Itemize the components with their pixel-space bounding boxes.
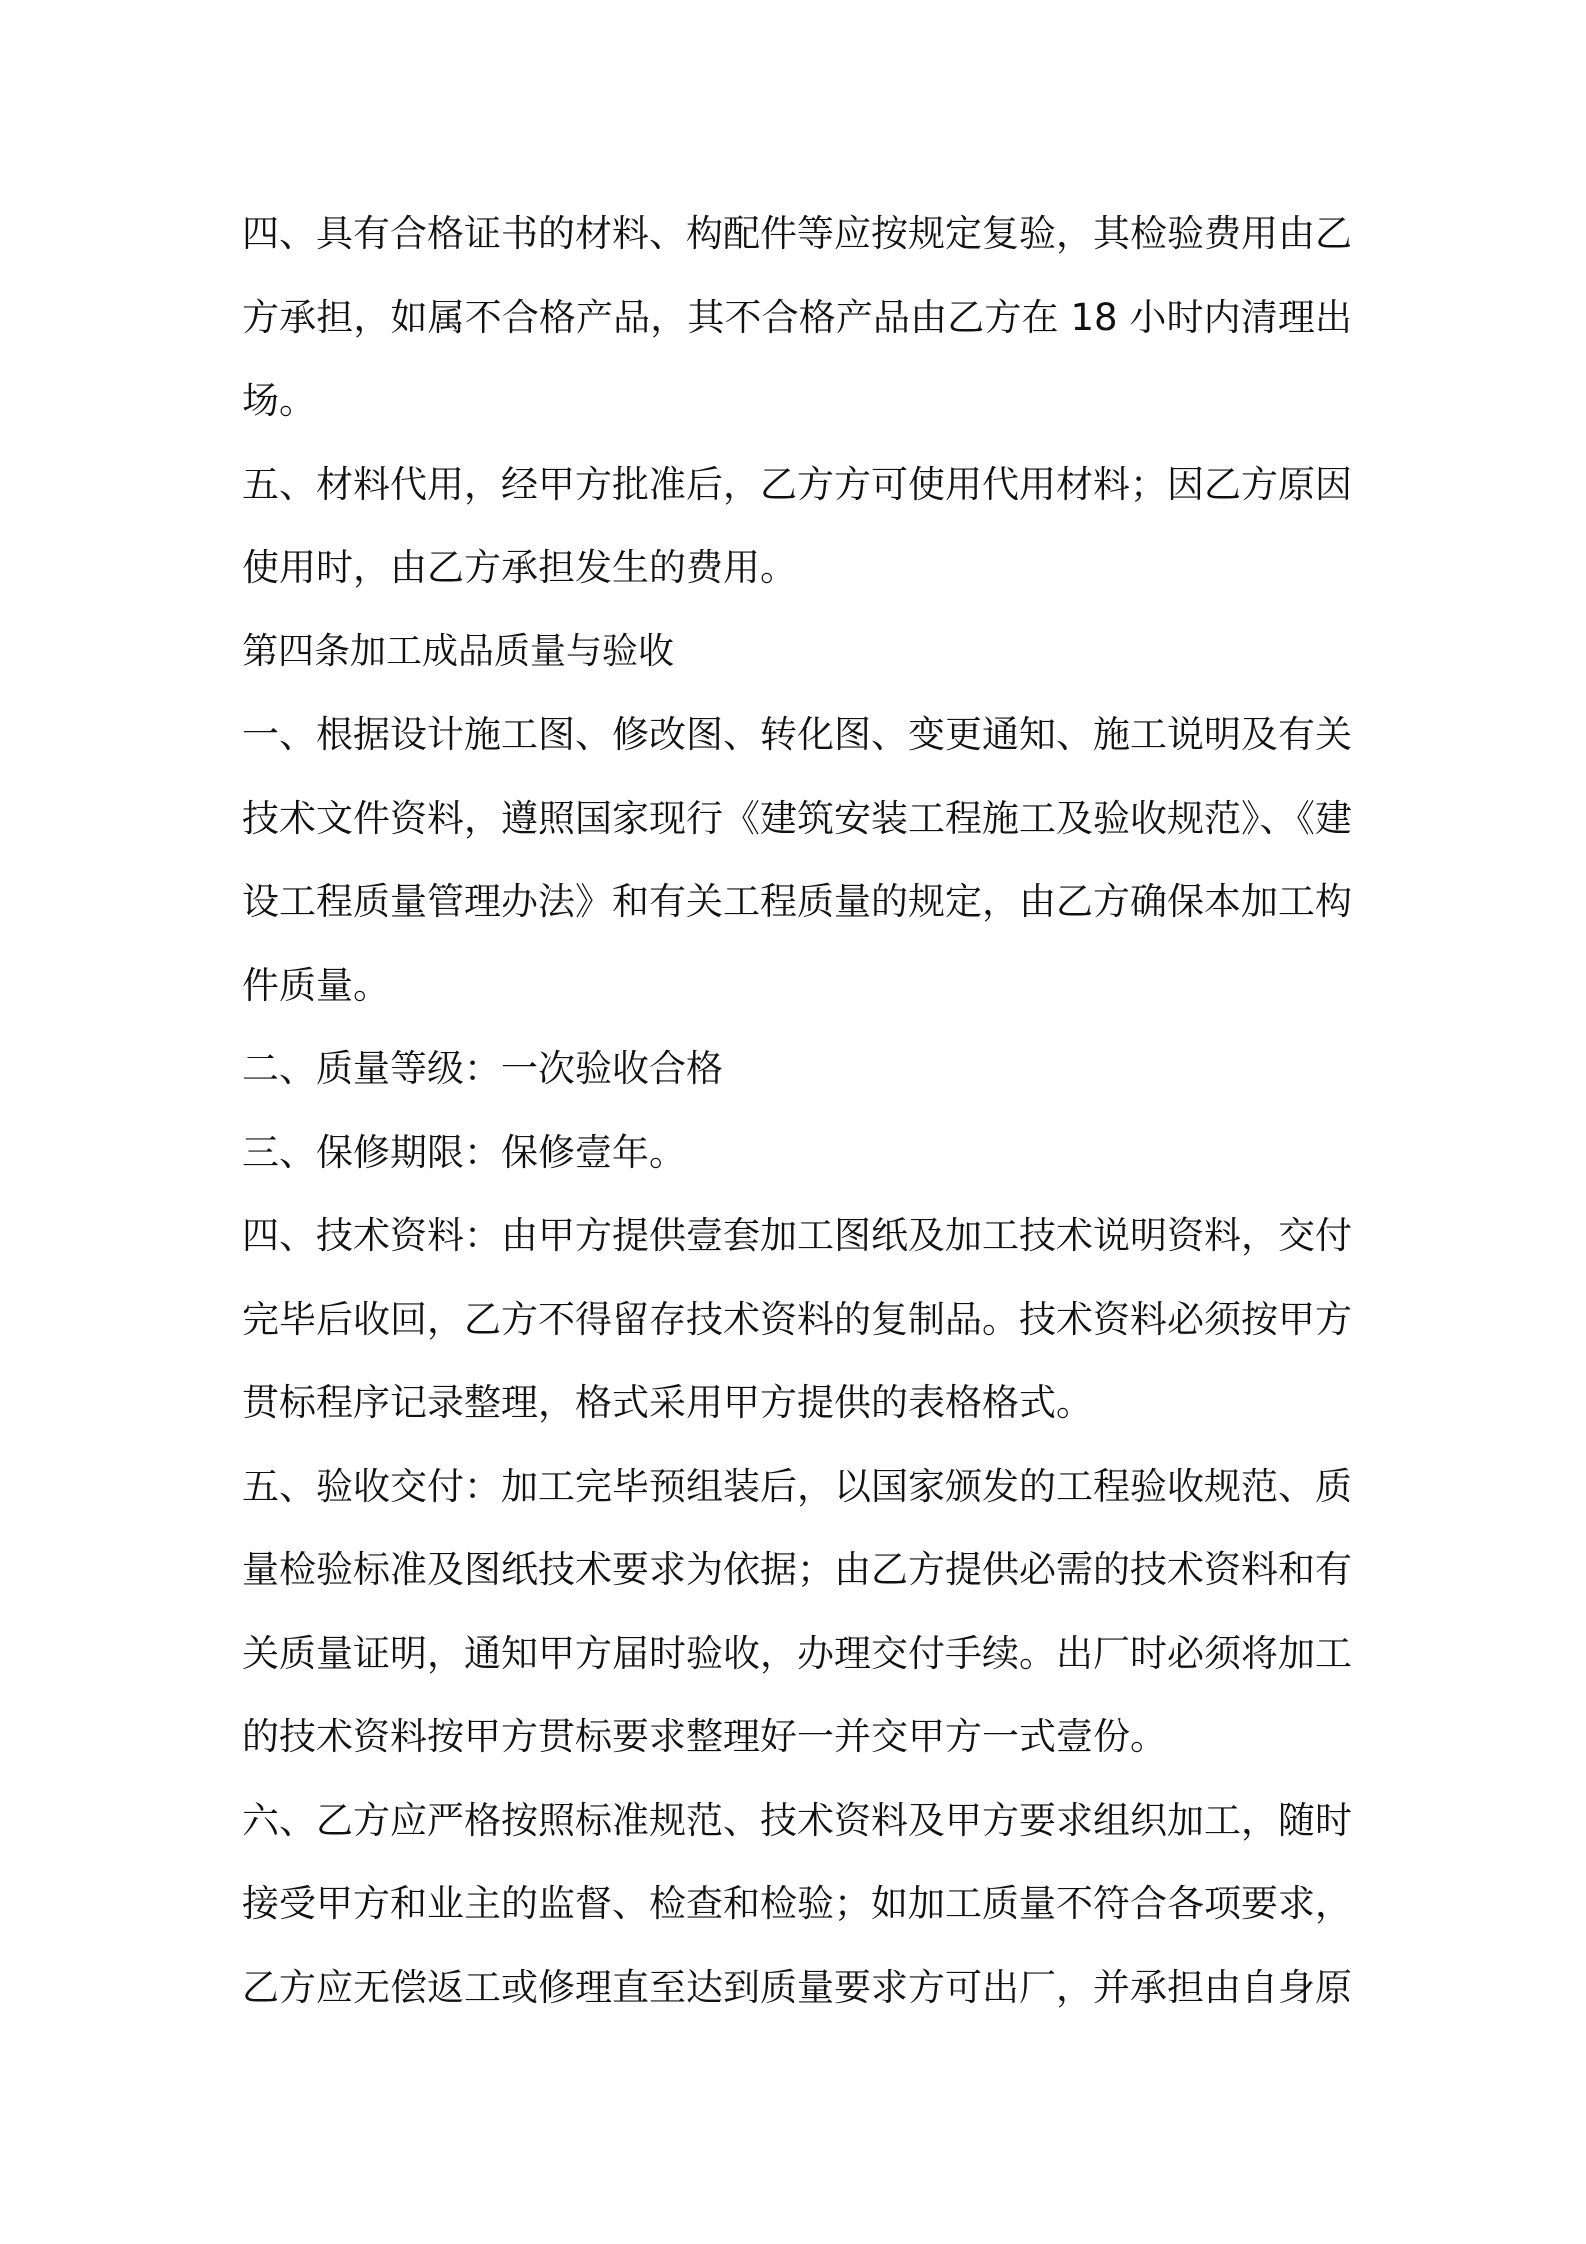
- clause-6-processing-requirements: 六、乙方应严格按照标准规范、技术资料及甲方要求组织加工，随时接受甲方和业主的监督、检查和检验；如加工质量不符合各项要求，乙方应无偿返工或修理直至达到质量要求方可出厂，并承担由自身原: [242, 1798, 1352, 2009]
- clause-4-certified-materials: 四、具有合格证书的材料、构配件等应按规定复验，其检验费用由乙方承担，如属不合格产品，其不合格产品由乙方在 18 小时内清理出场。: [242, 212, 1352, 422]
- clause-3-warranty-period: 三、保修期限：保修壹年。: [242, 1130, 686, 1174]
- clause-5-material-substitution: 五、材料代用，经甲方批准后，乙方方可使用代用材料；因乙方原因使用时，由乙方承担发生的费用。: [242, 462, 1352, 589]
- clause-5-acceptance-delivery: 五、验收交付：加工完毕预组装后，以国家颁发的工程验收规范、质量检验标准及图纸技术要求为依据；由乙方提供必需的技术资料和有关质量证明，通知甲方届时验收，办理交付手续。出厂时必须将加工的技术资料按甲方贯标要求整理好一并交甲方一式壹份。: [242, 1464, 1352, 1758]
- clause-4-technical-documents: 四、技术资料：由甲方提供壹套加工图纸及加工技术说明资料，交付完毕后收回，乙方不得留存技术资料的复制品。技术资料必须按甲方贯标程序记录整理，格式采用甲方提供的表格格式。: [242, 1214, 1352, 1424]
- article-4-heading: 第四条加工成品质量与验收: [242, 630, 675, 672]
- clause-1-quality-basis: 一、根据设计施工图、修改图、转化图、变更通知、施工说明及有关技术文件资料，遵照国家现行《建筑安装工程施工及验收规范》、《建设工程质量管理办法》和有关工程质量的规定，由乙方确保本加工构件质量。: [242, 713, 1352, 1007]
- document-body: [242, 192, 1352, 2029]
- clause-2-quality-grade: 二、质量等级：一次验收合格: [242, 1047, 723, 1090]
